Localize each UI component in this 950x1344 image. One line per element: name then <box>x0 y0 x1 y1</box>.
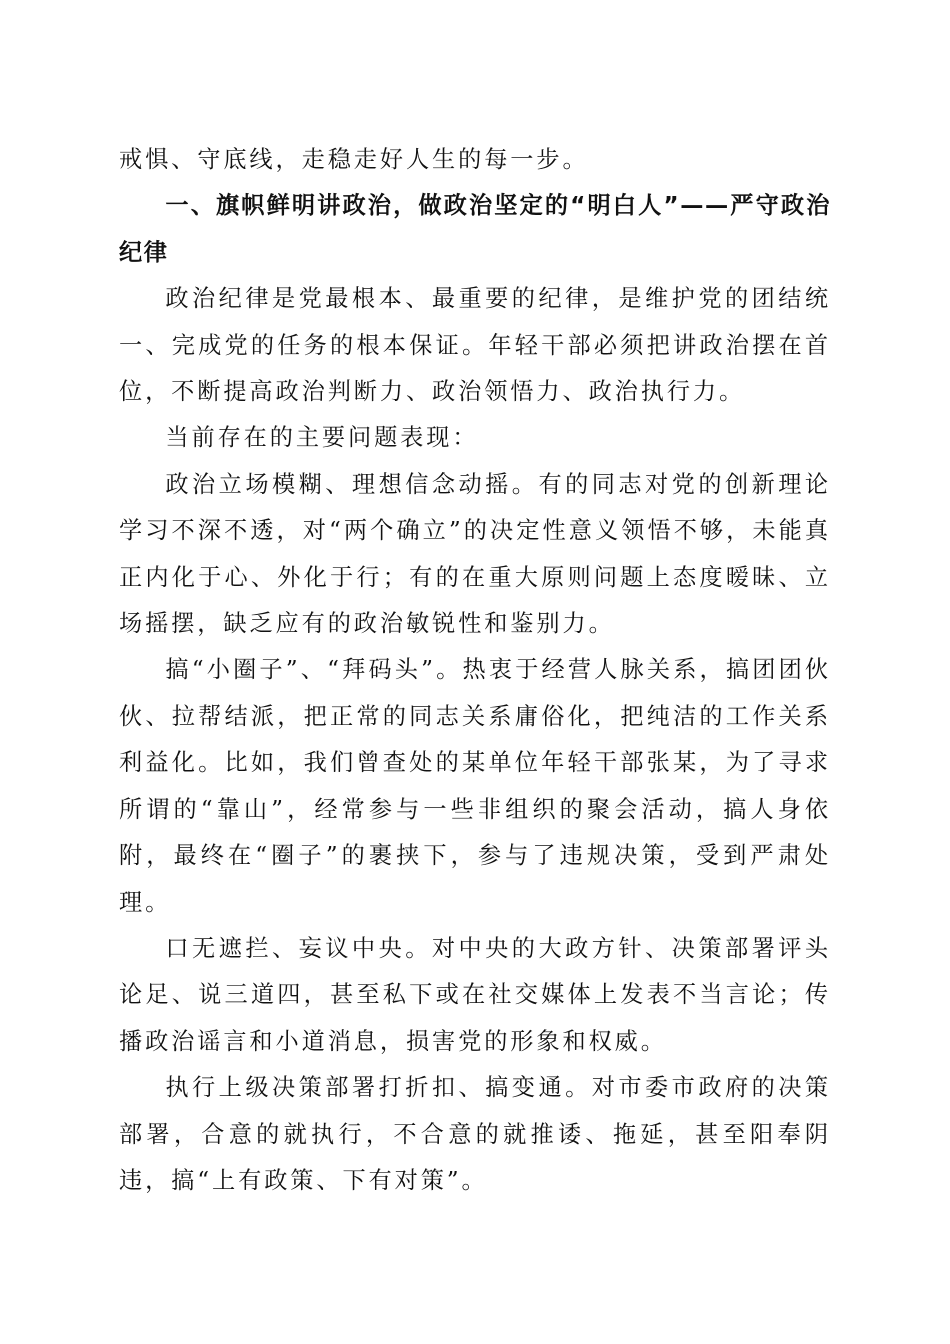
continuation-paragraph: 戒惧、守底线，走稳走好人生的每一步。 <box>119 146 589 173</box>
problems-lead-paragraph: 当前存在的主要问题表现： <box>165 424 479 452</box>
intro-paragraph: 政治纪律是党最根本、最重要的纪律，是维护党的团结统一、完成党的任务的根本保证。年轻干部必须把讲政治摆在首位，不断提高政治判断力、政治领悟力、政治执行力。 <box>119 285 831 406</box>
section-heading: 一、旗帜鲜明讲政治，做政治坚定的“明白人”——严守政治纪律 <box>119 192 831 266</box>
problem-paragraph-3: 口无遮拦、妄议中央。对中央的大政方针、决策部署评头论足、说三道四，甚至私下或在社交媒体上发表不当言论；传播政治谣言和小道消息，损害党的形象和权威。 <box>119 934 831 1055</box>
problem-paragraph-4: 执行上级决策部署打折扣、搞变通。对市委市政府的决策部署，合意的就执行，不合意的就推诿、拖延，甚至阳奉阴违，搞“上有政策、下有对策”。 <box>119 1074 831 1194</box>
problem-paragraph-1: 政治立场模糊、理想信念动摇。有的同志对党的创新理论学习不深不透，对“两个确立”的决定性意义领悟不够，未能真正内化于心、外化于行；有的在重大原则问题上态度暧昧、立场摇摆，缺乏应有的政治敏锐性和鉴别力。 <box>119 470 831 638</box>
body-text <box>119 137 831 1204</box>
problem-paragraph-2: 搞“小圈子”、“拜码头”。热衷于经营人脉关系，搞团团伙伙、拉帮结派，把正常的同志关系庸俗化，把纯洁的工作关系利益化。比如，我们曾查处的某单位年轻干部张某，为了寻求所谓的“靠山”，经常参与一些非组织的聚会活动，搞人身依附，最终在“圈子”的裹挟下，参与了违规决策，受到严肃处理。 <box>119 656 831 916</box>
